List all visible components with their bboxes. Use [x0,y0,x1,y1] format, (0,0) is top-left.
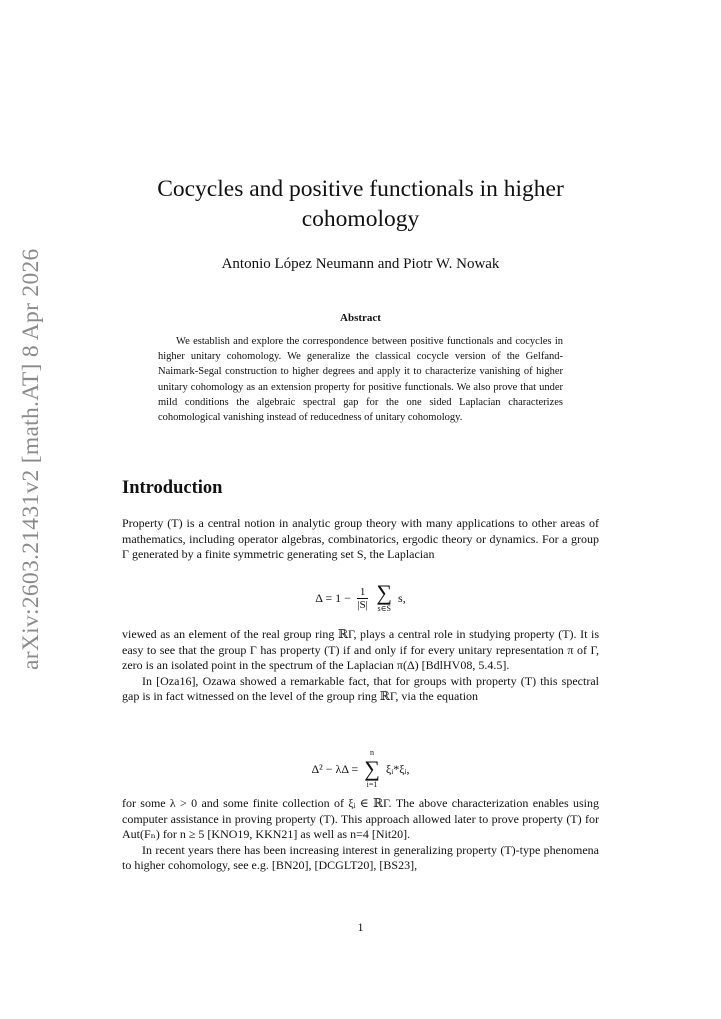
eq2-rhs: ξᵢ*ξᵢ, [385,761,410,776]
eq2-lhs: Δ² − λΔ = [311,761,359,776]
eq1-sum-lower-limit: s∈S [377,604,391,613]
abstract-text: We establish and explore the correspondence between positive functionals and cocycles in higher unitary cohomology. We generalize the classical cocycle version of the Gelfand-Naimark-Segal construction to higher degrees and apply it to characterize vanishing of higher unitary cohomology as an extension property for positive functionals. We also prove that under mild conditions the algebraic spectral gap for the one sided Laplacian characterizes cohomological vanishing instead of reducedness of unitary cohomology. [158,336,563,424]
paragraph-2 [122,627,599,705]
eq2-sum-lower-limit: i=1 [366,780,378,789]
eq1-fraction [357,586,369,611]
eq1-lhs: Δ = 1 − [315,590,351,605]
section-heading: Introduction [122,478,223,498]
laplacian-equation [122,582,599,626]
page-number: 1 [357,920,364,934]
eq1-summation [376,582,392,614]
paragraph-3 [122,796,599,874]
title-line-1: Cocycles and positive functionals in higher [157,176,564,202]
eq1-fraction-denominator: |S| [357,598,368,611]
paragraph-2a: viewed as an element of the real group ring ℝΓ, plays a central role in studying property (T). It is easy to see that the group Γ has property (T) if and only if for every unitary representation π of Γ, zero is an isolated point in the spectrum of the Laplacian π(Δ) [BdlHV08, 5.4.5]. [122,627,599,673]
summation-icon: ∑ [376,580,393,605]
eq1-fraction-numerator: 1 [357,586,369,599]
paragraph-3b: In recent years there has been increasing interest in generalizing property (T)-type phenomena to higher cohomology, see e.g. [BN20], [DCGLT20], [BS23], [122,842,599,873]
arxiv-identifier-stamp: arXiv:2603.21431v2 [math.AT] 8 Apr 2026 [18,248,44,670]
paragraph-3a: for some λ > 0 and some finite collection of ξᵢ ∈ ℝΓ. The above characterization enables using computer assistance in proving property (T). This approach allowed later to prove property (T) for Aut(Fₙ) for n ≥ 5 [KNO19, KKN21] as well as n=4 [Nit20]. [122,796,599,842]
eq2-sum-upper-limit: n [370,748,375,757]
spectral-gap-equation [122,748,599,794]
eq2-summation [364,748,380,790]
abstract-heading: Abstract [340,312,381,324]
summation-icon: ∑ [364,756,380,781]
paragraph-1: Property (T) is a central notion in analytic group theory with many applications to other areas of mathematics, including operator algebras, combinatorics, ergodic theory or dynamics. For a group Γ generated by a finite symmetric generating set S, the Laplacian [122,516,599,562]
authors: Antonio López Neumann and Piotr W. Nowak [221,256,500,272]
paper-title [122,174,599,234]
title-line-2: cohomology [301,206,420,232]
eq1-rhs: s, [398,590,406,605]
paragraph-2b: In [Oza16], Ozawa showed a remarkable fact, that for groups with property (T) this spectral gap is in fact witnessed on the level of the group ring ℝΓ, via the equation [122,673,599,704]
